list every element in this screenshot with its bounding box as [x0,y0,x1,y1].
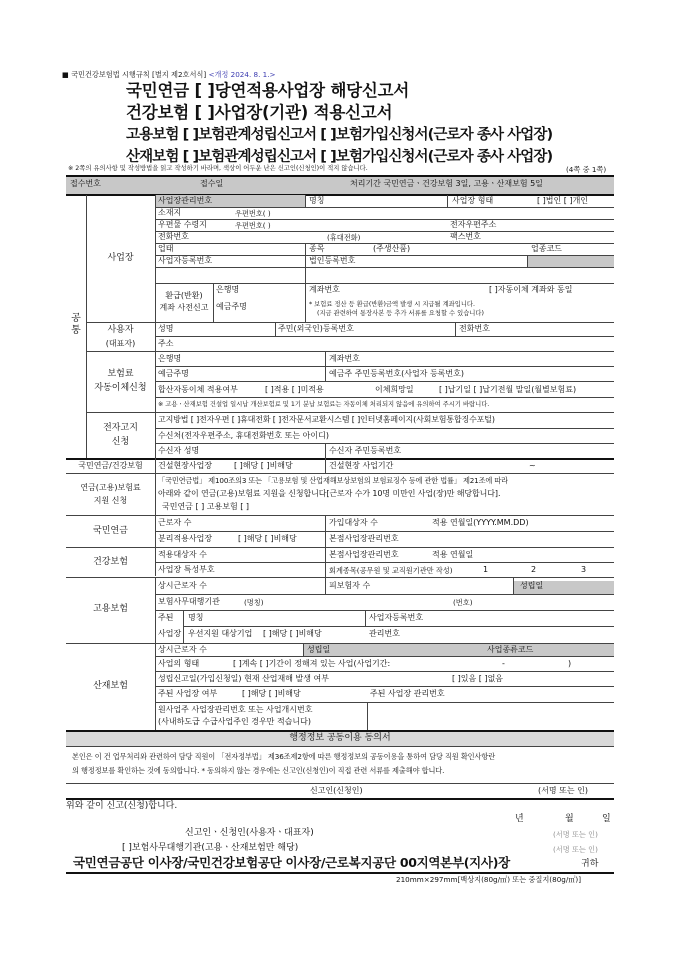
construction-period-tilde: ~ [529,461,536,470]
mail-address-label: 우편물 수령지 [158,220,207,229]
main-product-label: (주생산품) [373,244,411,253]
priority-support-options[interactable]: [ ]해당 [ ]비해당 [263,629,322,638]
mgmt-no-label: 사업장관리번호 [158,196,213,205]
industry-code-label: 업종코드 [531,244,562,253]
common-section-label: 공통 [71,313,81,336]
workplace-type-label: 사업장 형태 [452,196,494,205]
health-targets-label: 적용대상자 수 [158,550,207,559]
business-code-label: 사업종류코드 [487,645,534,654]
refund-account-label: 계좌번호 [309,285,340,294]
emp-agency-label: 보험사무대행기관 [158,597,220,606]
construction-site-label: 건설현장사업장 [158,461,213,470]
accident-label: 성립신고일(가입신청일) 현재 산업재해 발생 여부 [158,674,329,683]
business-form-options[interactable]: [ ]계속 [ ]기간이 정해져 있는 사업(사업기간: [233,659,391,668]
ind-regular-workers-label: 상시근로자 수 [158,645,207,654]
form-rule-reference: ■ 국민건강보험법 시행규칙 [별지 제2호서식] <개정 2024. 8. 1.> [62,70,276,79]
principal-biz-no-label: 사업자등록번호 [369,613,424,622]
combined-transfer-options[interactable]: [ ]적용 [ ]미적용 [265,385,324,394]
employer-label-line1: 사용자 [107,325,134,335]
account-type-1[interactable]: 1 [483,565,489,574]
special-code-label: 사업장 특성부호 [158,565,215,574]
auto-transfer-note: ※ 고용ㆍ산재보험 건설업 일시납 개산보험료 및 1기 분납 보험료는 자동이체 처리되지 않음에 유의하여 주시기 바랍니다. [158,401,490,408]
emp-agency-no-label: (번호) [453,598,473,607]
item-label: 종목 [309,244,325,253]
prime-contractor-label-1: 원사업주 사업장관리번호 또는 사업개시번호 [158,705,313,714]
transfer-depositor-id-label: 예금주 주민등록번호(사업자 등록번호) [329,369,464,378]
receiver-name-label: 수신자 성명 [158,446,200,455]
e-notice-method[interactable]: 고지방법 [ ]전자우편 [ ]휴대전화 [ ]전자문서교환시스템 [ ]인터넷홈페이지(사회보험통합징수포털) [158,415,495,424]
construction-section-label: 국민연금/건강보험 [78,461,143,470]
addressee: 국민연금공단 이사장/국민건강보험공단 이사장/근로복지공단 00지역본부(지사)장 [73,855,510,870]
reporter-sign-field[interactable]: (서명 또는 인) [553,830,598,839]
date-month: 월 [565,814,574,824]
business-period-close: ) [568,659,572,668]
agency-label: [ ]보험사무대행기관(고용ㆍ산재보험만 해당) [122,843,299,853]
shade-industry-code [527,255,614,267]
revision-date: <개정 2024. 8. 1.> [208,70,276,79]
workplace-name-label: 명칭 [309,196,325,205]
employer-name-label: 성명 [158,324,174,333]
employer-phone-label: 전화번호 [459,324,490,333]
e-notice-label-line1: 전자고지 [103,423,138,433]
health-section-label: 건강보험 [93,557,128,567]
title-line-pension: 국민연금 [ ]당연적용사업장 해당신고서 [126,81,410,100]
title-line-health: 건강보험 [ ]사업장(기관) 적용신고서 [126,103,393,122]
support-options[interactable]: 국민연금 [ ] 고용보험 [ ] [162,502,250,511]
support-text-1: 「국민연금법」 제100조의3 또는 「고용보험 및 산업재해보상보험의 보험료징수 등에 관한 법률」 제21조에 따라 [158,476,508,485]
refund-label-line1: 환급(반환) [165,291,203,300]
auto-transfer-label-line1: 보험료 [107,369,134,379]
postcode-label-2: 우편번호( ) [235,221,271,230]
ind-established-label: 성립일 [307,645,331,654]
support-label-line1: 연금(고용)보험료 [80,483,141,492]
combined-transfer-label: 합산자동이체 적용여부 [158,385,238,394]
business-form-label: 사업의 형태 [158,659,200,668]
e-notice-label-line2: 신청 [111,437,130,447]
principal-name-label: 명칭 [188,613,204,622]
paper-spec: 210mm×297mm[백상지(80g/㎡) 또는 중질지(80g/㎡)] [396,875,582,884]
biz-reg-no-label: 사업자등록번호 [158,256,213,265]
construction-period-label: 건설현장 사업기간 [329,461,394,470]
business-type-label: 업태 [158,244,174,253]
workplace-section-label: 사업장 [107,253,134,263]
priority-support-label: 우선지원 대상기업 [188,629,253,638]
reporter-label: 신고인ㆍ신청인(사용자ㆍ대표자) [185,828,314,838]
emp-regular-workers-label: 상시근로자 수 [158,581,207,590]
pension-workers-label: 근로자 수 [158,518,192,527]
account-type-3[interactable]: 3 [581,565,587,574]
email-label: 전자우편주소 [450,220,497,229]
health-head-office-label: 본점사업장관리번호 [329,550,399,559]
title-line-employment: 고용보험 [ ]보험관계성립신고서 [ ]보험가입신청서(근로자 종사 사업장) [126,127,553,143]
refund-depositor-label: 예금주명 [216,302,247,311]
transfer-depositor-label: 예금주명 [158,369,189,378]
emp-insured-label: 피보험자 수 [329,581,371,590]
pension-section-label: 국민연금 [93,526,128,536]
e-notice-receive-at: 수신처(전자우편주소, 휴대전화번호 또는 아이디) [158,431,329,440]
transfer-day-label: 이체희망일 [375,385,414,394]
phone-label: 전화번호 [158,232,189,241]
account-type-2[interactable]: 2 [531,565,537,574]
consent-text-2: 의 행정정보를 확인하는 것에 동의합니다. * 동의하지 않는 경우에는 신고인(신청인)이 직접 관련 서류를 제출해야 합니다. [72,766,445,775]
emp-agency-name-label: (명칭) [244,598,264,607]
declaration-text: 위와 같이 신고(신청)합니다. [66,801,178,811]
principal-label: 주된 [158,613,174,622]
pension-apply-date-label: 적용 연월일(YYYY.MM.DD) [432,518,529,527]
date-day: 일 [602,814,611,824]
title-line-industrial: 산재보험 [ ]보험관계성립신고서 [ ]보험가입신청서(근로자 종사 사업장) [126,149,553,165]
main-site-no-label: 주된 사업장 관리번호 [370,689,445,698]
main-site-options[interactable]: [ ]해당 [ ]비해당 [242,689,301,698]
workplace-type-options[interactable]: [ ]법인 [ ]개인 [537,196,589,205]
refund-note-2: (지금 관련하여 통장사본 등 추가 서류를 요청할 수 있습니다) [317,310,484,317]
separate-site-options[interactable]: [ ]해당 [ ]비해당 [238,534,297,543]
accident-options[interactable]: [ ]있음 [ ]없음 [452,674,504,683]
date-year: 년 [515,814,524,824]
honorific: 귀하 [581,859,599,869]
processing-period: 처리기간 국민연금ㆍ건강보험 3일, 고용ㆍ산재보험 5일 [350,179,543,188]
account-type-label: 회계종목(공무원 및 교직원기관만 작성) [329,566,453,575]
receipt-date: 접수일 [200,179,224,188]
employer-label-line2: (대표자) [105,339,136,348]
health-apply-date-label: 적용 연월일 [432,550,474,559]
principal-site-label: 사업장 [158,629,182,638]
support-label-line2: 지원 신청 [93,496,128,505]
same-as-auto-transfer[interactable]: [ ]자동이체 계좌와 동일 [489,285,573,294]
employer-resident-no-label: 주민(외국인)등록번호 [278,324,354,333]
shade-ind-established [303,643,614,656]
auto-transfer-label-line2: 자동이체신청 [94,383,147,393]
industrial-section-label: 산재보험 [93,681,128,691]
transfer-day-options[interactable]: [ ]납기일 [ ]납기전월 말일(월별보험료) [439,385,577,394]
refund-bank-label: 은행명 [216,285,240,294]
pension-subscribers-label: 가입대상자 수 [329,518,378,527]
consent-sign-field[interactable]: (서명 또는 인) [538,786,588,795]
business-period-dash: - [502,659,505,668]
separate-site-label: 분리적용사업장 [158,534,213,543]
corp-reg-no-label: 법인등록번호 [309,256,356,265]
mobile-label: (휴대전화) [327,233,361,242]
emp-mgmt-no-label: 관리번호 [369,629,400,638]
employment-section-label: 고용보험 [93,604,128,614]
postcode-label-1: 우편번호( ) [235,209,271,218]
page-count: (4쪽 중 1쪽) [566,165,607,174]
address-label: 소재지 [158,208,182,217]
refund-note-1: * 보험료 정산 등 환급(반환)금액 발생 시 지급될 계좌입니다. [309,301,475,308]
main-site-label: 주된 사업장 여부 [158,689,218,698]
support-text-2: 아래와 같이 연금(고용)보험료 지원을 신청합니다[근로자 수가 10명 미만인 사업(장)만 해당합니다]. [158,489,501,498]
employer-address-label: 주소 [158,339,174,348]
consent-text-1: 본인은 이 건 업무처리와 관련하여 담당 직원이 「전자정부법」 제36조제2항에 따른 행정정보의 공동이용을 통하여 담당 직원 확인사항란 [72,752,496,761]
prime-contractor-label-2: (사내하도급 수급사업주인 경우만 적습니다) [158,717,311,726]
emp-established-label: 성립일 [520,581,544,590]
consent-title: 행정정보 공동이용 동의서 [289,733,391,743]
consent-signer-label: 신고인(신청인) [310,786,363,795]
agency-sign-field[interactable]: (서명 또는 인) [553,845,598,854]
form-instruction-note: ※ 2쪽의 유의사항 및 작성방법을 읽고 작성하기 바라며, 색상이 어두운 난은 신고인(신청인)이 적지 않습니다. [68,165,368,172]
transfer-bank-label: 은행명 [158,354,182,363]
pension-head-office-label: 본점사업장관리번호 [329,534,399,543]
receiver-id-label: 수신자 주민등록번호 [329,446,402,455]
fax-label: 팩스번호 [450,232,481,241]
refund-label-line2: 계좌 사전신고 [159,303,209,312]
receipt-number: 접수번호 [70,179,101,188]
construction-site-options[interactable]: [ ]해당 [ ]비해당 [234,461,293,470]
transfer-account-label: 계좌번호 [329,354,360,363]
